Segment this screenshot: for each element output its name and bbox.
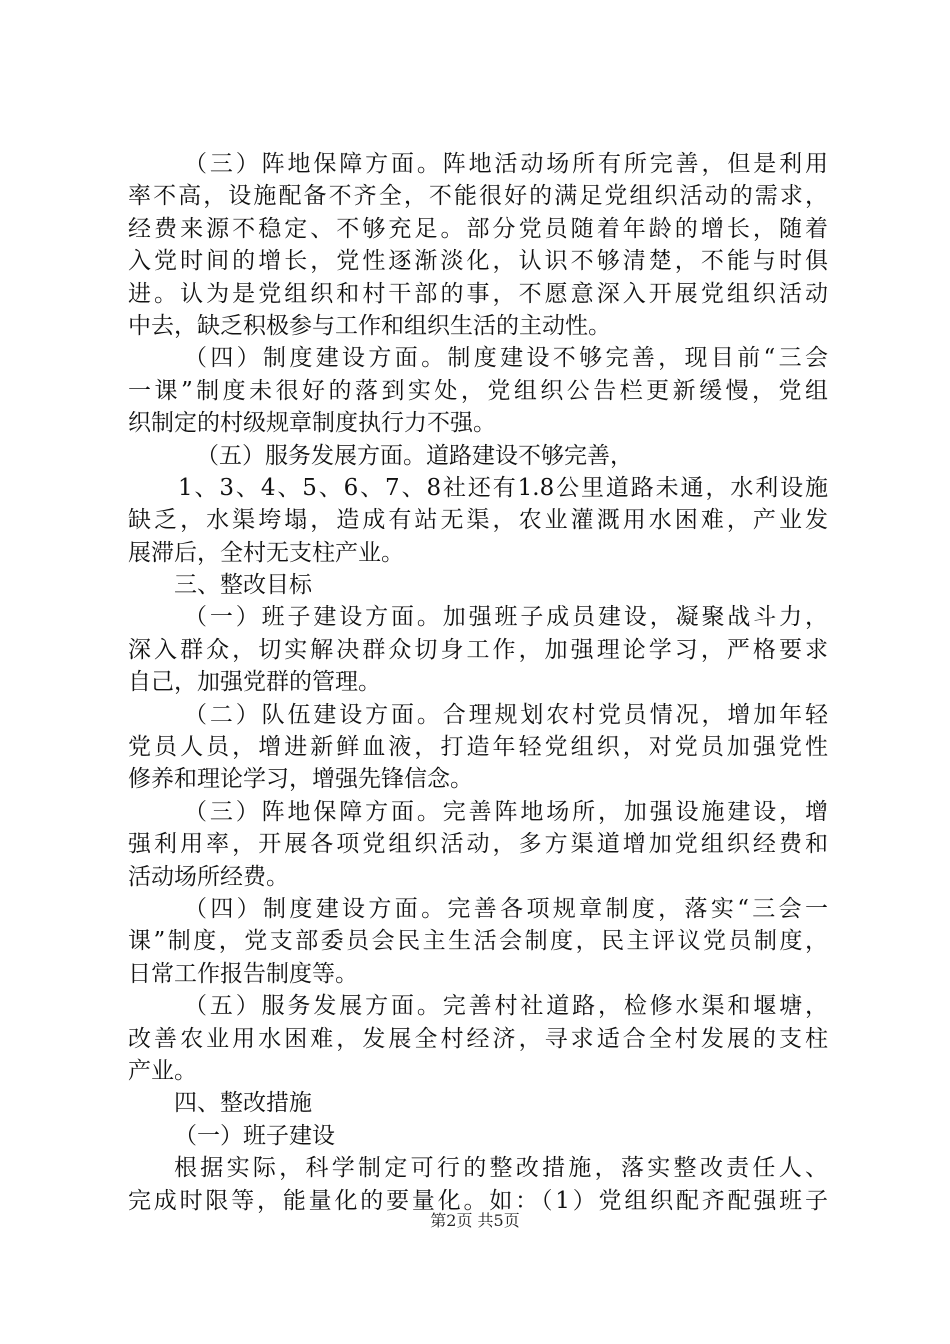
paragraph-line: 深入群众，切实解决群众切身工作，加强理论学习，严格要求	[128, 636, 828, 663]
paragraph-line: （一）班子建设方面。加强班子成员建设，凝聚战斗力，	[184, 604, 828, 631]
page-footer: 第2页 共5页	[430, 1211, 520, 1230]
paragraph-line: （四）制度建设方面。制度建设不够完善，现目前“三会	[184, 345, 828, 372]
paragraph-line: 根据实际，科学制定可行的整改措施，落实整改责任人、	[174, 1155, 828, 1182]
paragraph-line: 织制定的村级规章制度执行力不强。	[128, 410, 496, 437]
paragraph-line: （五）服务发展方面。完善村社道路，检修水渠和堰塘，	[184, 993, 828, 1020]
paragraph-line: （四）制度建设方面。完善各项规章制度，落实“三会一	[184, 895, 828, 922]
paragraph-line: 强利用率，开展各项党组织活动，多方渠道增加党组织经费和	[128, 831, 828, 858]
paragraph-line: 缺乏，水渠垮塌，造成有站无渠，农业灌溉用水困难，产业发	[128, 507, 828, 534]
paragraph-line: （二）队伍建设方面。合理规划农村党员情况，增加年轻	[184, 701, 828, 728]
paragraph-line: 完成时限等，能量化的要量化。如：（1）党组织配齐配强班子	[128, 1187, 828, 1214]
paragraph-line: 展滞后，全村无支柱产业。	[128, 539, 404, 566]
paragraph-line: 自己，加强党群的管理。	[128, 669, 381, 696]
paragraph-line: 进。认为是党组织和村干部的事，不愿意深入开展党组织活动	[128, 280, 828, 307]
paragraph-line: （五）服务发展方面。道路建设不够完善，	[196, 442, 633, 469]
section-heading: 四、整改措施	[174, 1090, 312, 1117]
paragraph-line: 党员人员，增进新鲜血液，打造年轻党组织，对党员加强党性	[128, 734, 828, 761]
paragraph-line: 一课”制度未很好的落到实处，党组织公告栏更新缓慢，党组	[128, 377, 828, 404]
paragraph-line: 率不高，设施配备不齐全，不能很好的满足党组织活动的需求，	[128, 183, 828, 210]
paragraph-line: 1、3、4、5、6、7、8社还有1.8公里道路未通，水利设施	[178, 474, 828, 501]
paragraph-line: 经费来源不稳定、不够充足。部分党员随着年龄的增长，随着	[128, 215, 828, 242]
subsection-heading: （一）班子建设	[174, 1122, 335, 1149]
paragraph-line: 改善农业用水困难，发展全村经济，寻求适合全村发展的支柱	[128, 1025, 828, 1052]
paragraph-line: 课”制度，党支部委员会民主生活会制度，民主评议党员制度，	[128, 928, 828, 955]
paragraph-line: 修养和理论学习，增强先锋信念。	[128, 766, 473, 793]
paragraph-line: 活动场所经费。	[128, 863, 289, 890]
paragraph-line: 入党时间的增长，党性逐渐淡化，认识不够清楚，不能与时俱	[128, 248, 828, 275]
paragraph-line: （三）阵地保障方面。阵地活动场所有所完善，但是利用	[184, 151, 828, 177]
paragraph-line: 日常工作报告制度等。	[128, 960, 358, 987]
paragraph-line: 中去，缺乏积极参与工作和组织生活的主动性。	[128, 312, 611, 339]
section-heading: 三、整改目标	[174, 572, 312, 599]
document-body	[128, 148, 828, 1217]
paragraph-line: 产业。	[128, 1057, 197, 1084]
paragraph-line: （三）阵地保障方面。完善阵地场所，加强设施建设，增	[184, 798, 828, 825]
